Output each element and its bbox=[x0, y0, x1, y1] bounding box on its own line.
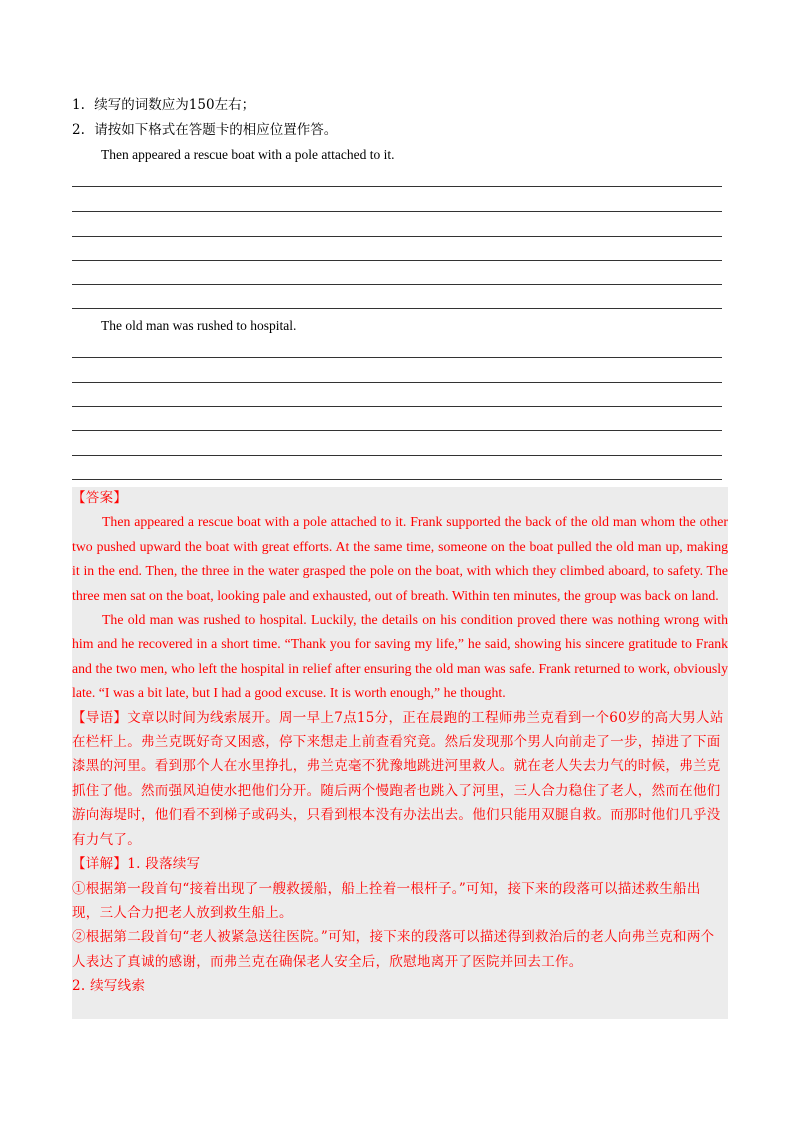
answer-paragraph-2-text: The old man was rushed to hospital. Luckily, the details on his condition proved there was nothing wrong with him and he recovered in a short time. “Thank you for saving my life,” he said, showing his sincere gratitude to Frank and the two men, who left the hospital in relief after ensuring the old man was safe. Frank returned to work, obviously late. “I was a bit late, but I had a good excuse. It is worth enough,” he thought. bbox=[72, 612, 728, 701]
writing-line bbox=[72, 479, 722, 480]
writing-line bbox=[72, 260, 722, 261]
writing-line bbox=[72, 284, 722, 285]
requirement-number: 1. bbox=[72, 97, 85, 113]
answer-label: 【答案】 bbox=[72, 490, 128, 506]
answer-paragraph-1-text: Then appeared a rescue boat with a pole attached to it. Frank supported the back of the old man whom the other two pushed upward the boat with great efforts. At the same time, someone on the boat pulled the old man up, making it in the end. Then, the three in the water grasped the pole on the boat, with which they climbed aboard, to safety. The three men sat on the boat, looking pale and exhausted, out of breath. Within ten minutes, the group was back on land. bbox=[72, 514, 728, 603]
writing-line bbox=[72, 455, 722, 456]
detail-label: 【详解】 bbox=[72, 856, 128, 873]
writing-line bbox=[72, 382, 722, 383]
requirement-2 bbox=[72, 120, 337, 140]
writing-line bbox=[72, 186, 722, 187]
requirement-1 bbox=[72, 95, 255, 115]
detail-point-1: ①根据第一段首句“接着出现了一艘救援船，船上拴着一根杆子。”可知，接下来的段落可以描述救生船出现，三人合力把老人放到救生船上。 bbox=[72, 880, 701, 921]
guide-label: 【导语】 bbox=[72, 709, 128, 726]
requirement-text: 请按如下格式在答题卡的相应位置作答。 bbox=[94, 122, 338, 138]
answer-paragraph-2 bbox=[72, 608, 728, 706]
writing-line bbox=[72, 406, 722, 407]
writing-line bbox=[72, 308, 722, 309]
writing-line bbox=[72, 211, 722, 212]
writing-line bbox=[72, 236, 722, 237]
requirement-text: 续写的词数应为150左右； bbox=[94, 97, 256, 113]
paragraph1-prompt: Then appeared a rescue boat with a pole attached to it. bbox=[101, 147, 395, 162]
answer-section bbox=[72, 486, 728, 999]
detail-heading-1: 1. 段落续写 bbox=[127, 856, 201, 873]
paragraph2-prompt: The old man was rushed to hospital. bbox=[101, 318, 297, 333]
guide-paragraph bbox=[72, 706, 728, 852]
writing-line bbox=[72, 430, 722, 431]
detail-heading bbox=[72, 852, 728, 876]
guide-text: 文章以时间为线索展开。周一早上7点15分，正在晨跑的工程师弗兰克看到一个60岁的高大男人站在栏杆上。弗兰克既好奇又困惑，停下来想走上前查看究竟。然后发现那个男人向前走了一步，掉进了下面漆黑的河里。看到那个人在水里挣扎，弗兰克毫不犹豫地跳进河里救人。就在老人失去力气的时候，弗兰克抓住了他。然而强风迫使水把他们分开。随后两个慢跑者也跳入了河里，三人合力稳住了老人，然而在他们游向海堤时，他们看不到梯子或码头，只看到根本没有办法出去。他们只能用双腿自救。而那时他们几乎没有力气了。 bbox=[72, 709, 724, 848]
detail-heading-2: 2. 续写线索 bbox=[72, 978, 146, 995]
detail-point-2: ②根据第二段首句“老人被紧急送往医院。”可知，接下来的段落可以描述得到救治后的老人向弗兰克和两个人表达了真诚的感谢，而弗兰克在确保老人安全后，欣慰地离开了医院并回去工作。 bbox=[72, 929, 715, 970]
writing-line bbox=[72, 357, 722, 358]
requirement-number: 2. bbox=[72, 122, 85, 138]
answer-paragraph-1 bbox=[72, 510, 728, 608]
